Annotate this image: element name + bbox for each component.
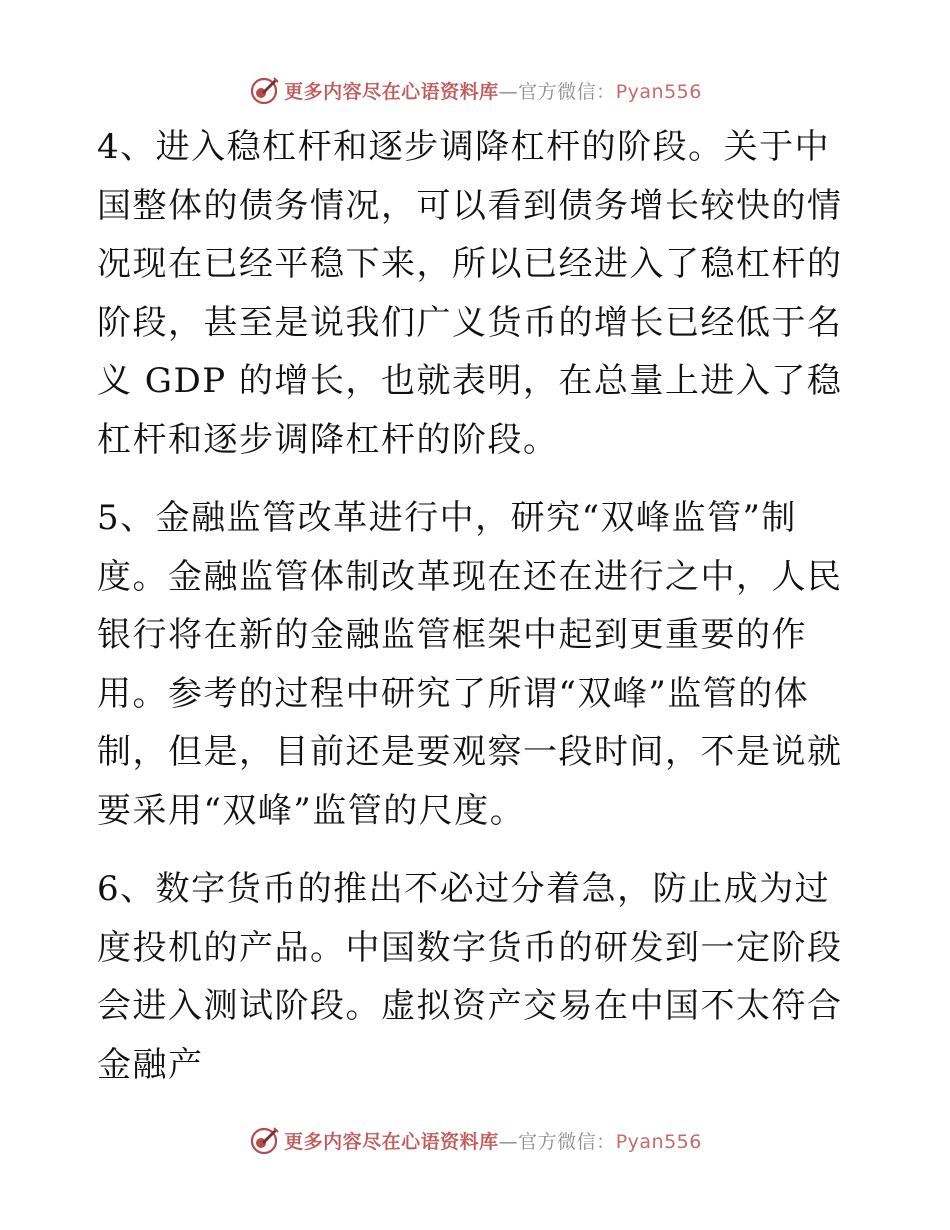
paragraph-6: 6、数字货币的推出不必过分着急，防止成为过度投机的产品。中国数字货币的研发到一定阶段会进入测试阶段。虚拟资产交易在中国不太符合金融产 <box>97 869 843 1085</box>
watermark-text <box>284 1127 702 1154</box>
watermark-id: Pyan556 <box>615 80 702 103</box>
watermark-sub: —官方微信： <box>498 80 616 103</box>
logo-icon <box>248 1124 280 1156</box>
footer-watermark <box>0 1120 950 1160</box>
watermark-main: 更多内容尽在心语资料库 <box>284 80 499 103</box>
paragraph-4: 4、进入稳杠杆和逐步调降杠杆的阶段。关于中国整体的债务情况，可以看到债务增长较快的情况现在已经平稳下来，所以已经进入了稳杠杆的阶段，甚至是说我们广义货币的增长已经低于名义 GDP 的增长，也就表明，在总量上进入了稳杠杆和逐步调降杠杆的阶段。 <box>97 127 843 460</box>
paragraph-5: 5、金融监管改革进行中，研究“双峰监管”制度。金融监管体制改革现在还在进行之中，人民银行将在新的金融监管框架中起到更重要的作用。参考的过程中研究了所谓“双峰”监管的体制，但是，目前还是要观察一段时间，不是说就要采用“双峰”监管的尺度。 <box>97 498 843 831</box>
document-body <box>97 118 857 1094</box>
watermark-id: Pyan556 <box>615 1130 702 1153</box>
watermark-text <box>284 77 702 104</box>
watermark-sub: —官方微信： <box>498 1130 616 1153</box>
watermark-main: 更多内容尽在心语资料库 <box>284 1130 499 1153</box>
logo-icon <box>248 74 280 106</box>
header-watermark <box>0 70 950 110</box>
